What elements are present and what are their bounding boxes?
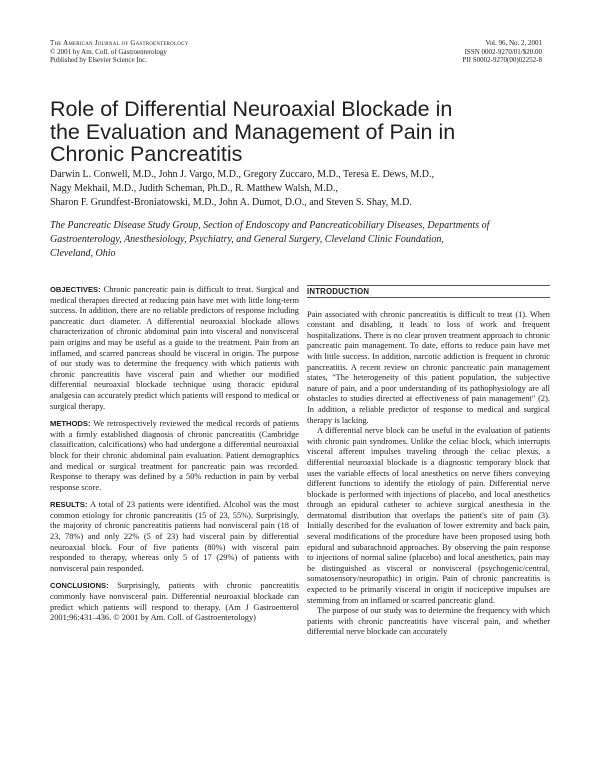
journal-name: The American Journal of Gastroenterology: [50, 39, 189, 47]
title-line: Role of Differential Neuroaxial Blockade in: [50, 97, 453, 121]
title-line: the Evaluation and Management of Pain in: [50, 119, 456, 144]
methods-text: We retrospectively reviewed the medical records of patients with a firmly established diagnosis of chronic pancreatitis (Cambridge classification, calcifications) who had undergone a differential neuroaxial block for their chronic abdominal pain evaluation. Patient demographics and medical or surgical treatment for pancreatic pain was recorded. Response to therapy was defined by a 50% reduction in pain by verbal response score.: [50, 419, 299, 492]
conclusions-label: CONCLUSIONS:: [50, 581, 109, 591]
abstract-objectives: [50, 285, 299, 412]
author-line: Sharon F. Grundfest-Broniatowski, M.D., John A. Dumot, D.O., and Steven S. Shay, M.D.: [50, 197, 412, 208]
results-text: A total of 23 patients were identified. Alcohol was the most common etiology for chronic pancreatitis (15 of 23, 55%). Surprisingly, the majority of chronic pancreatitis patients had nonvisceral pain (18 of 23, 78%) and only 22% (5 of 23) had visceral pain by differential neuroaxial block. Four of five patients (80%) with visceral pain responded to therapy, whereas only 5 of 17 (29%) of patients with nonvisceral pain responded.: [50, 500, 299, 573]
author-line: Darwin L. Conwell, M.D., John J. Vargo, M.D., Gregory Zuccaro, M.D., Teresa E. Dews, M.D.,: [50, 169, 434, 180]
intro-paragraph: A differential nerve block can be useful in the evaluation of patients with chronic pain syndromes. Unlike the celiac block, which interrupts visceral afferent impulses traveling through the celiac plexus, a differential neuroaxial blockade is a diagnostic temporary block that uses the variable effects of local anesthetics on nerve fibers conveying different functions to identify the etiology of pain. Differential nerve blockade is performed with injections of placebo, and local anesthetics through an epidural catheter to achieve surgical anesthesia in the dermatomal distribution that overlaps the patient's site of pain (3). Initially described for the evaluation of lower extremity and back pain, several modifications of the procedure have been proposed using both epidural and subarachnoid approaches. By observing the pain response to injections of normal saline (placebo) and local anesthetics, pain may be distinguished as visceral or nonvisceral (psychogenic/central, somatosensory/neuropathic) in origin. Pain of chronic pancreatitis is expected to be primarily visceral in origin if nociceptive impulses are stemming from an inflamed or scarred pancreatic gland.: [307, 426, 550, 605]
title-line: Chronic Pancreatitis: [50, 142, 243, 166]
publisher-line: Published by Elsevier Science Inc.: [50, 56, 148, 64]
intro-paragraph: The purpose of our study was to determine the frequency with which patients with chronic pancreatitis have visceral pain, and whether differential nerve blockade can accurately: [307, 606, 550, 637]
affiliation-line: The Pancreatic Disease Study Group, Section of Endoscopy and Pancreaticobiliary Diseases, Departments of: [50, 220, 490, 231]
running-header-right: [462, 39, 542, 65]
methods-label: METHODS:: [50, 419, 91, 429]
abstract: [50, 285, 299, 631]
abstract-methods: [50, 419, 299, 493]
author-list: [50, 168, 560, 210]
objectives-text: Chronic pancreatic pain is difficult to treat. Surgical and medical therapies directed at reducing pain have met with little long-term success. In addition, there are no reliable predictors of response including pancreatic duct diameter. A differential neuroaxial blockade allows characterization of chronic abdominal pain into visceral and nonvisceral pain origins and may be useful as a guide to the treatment. Pain from an inflamed, and scarred pancreas should be visceral in origin. The purpose of our study was to determine the frequency with which patients with chronic pancreatitis have visceral pain and whether our modified differential neuroaxial blockade technique using thoracic epidural analgesia can accurately predict which patients will respond to medical or surgical therapy.: [50, 285, 299, 411]
affiliation-line: Gastroenterology, Anesthesiology, Psychiatry, and General Surgery, Cleveland Clinic Foundation,: [50, 234, 444, 245]
running-header-left: [50, 39, 189, 65]
section-rule-top: [307, 285, 550, 286]
article-title: [50, 98, 510, 166]
abstract-results: [50, 500, 299, 574]
results-label: RESULTS:: [50, 500, 88, 510]
pii-line: PII S0002-9270(00)02252-8: [462, 56, 542, 64]
affiliation: [50, 219, 560, 261]
author-line: Nagy Mekhail, M.D., Judith Scheman, Ph.D., R. Matthew Walsh, M.D.,: [50, 183, 338, 194]
introduction-section: [307, 287, 550, 638]
objectives-label: OBJECTIVES:: [50, 285, 101, 294]
volume-issue: Vol. 96, No. 2, 2001: [485, 39, 542, 47]
conclusions-text: Surprisingly, patients with chronic pancreatitis commonly have nonvisceral pain. Differential neuroaxial blockade can predict which patients will respond to therapy. (Am J Gastroenterol 2001;96:431–436. © 2001 by Am. Coll. of Gastroenterology): [50, 581, 299, 623]
intro-paragraph: Pain associated with chronic pancreatitis is difficult to treat (1). When constant and disabling, it leads to loss of work and frequent hospitalizations. There is no clear proven treatment approach to chronic pancreatic pain management. To date, efforts to reduce pain have met with little success. In addition, narcotic addiction is frequent in chronic pancreatitis. A recent review on chronic pancreatic pain management states, "The heterogeneity of this patient population, the subjective nature of pain, and a poor understanding of its pathophysiology are all obstacles to studies directed at effectiveness of pain management" (2). In addition, a reliable predictor of response to medical and surgical therapy is lacking.: [307, 309, 550, 425]
issn-line: ISSN 0002-9270/01/$20.00: [464, 47, 542, 56]
introduction-heading: INTRODUCTION: [307, 287, 370, 296]
affiliation-line: Cleveland, Ohio: [50, 248, 116, 259]
copyright-line: © 2001 by Am. Coll. of Gastroenterology: [50, 47, 167, 56]
abstract-conclusions: [50, 581, 299, 623]
